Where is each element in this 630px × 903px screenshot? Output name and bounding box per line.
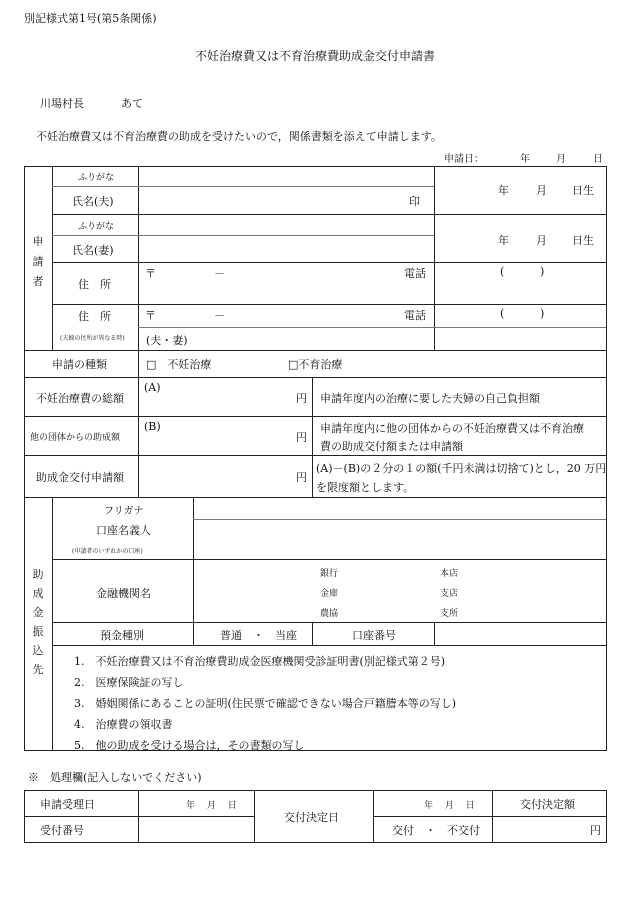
type-nokyo: 農協: [320, 609, 339, 619]
received-date-ymd: 年 月 日: [186, 801, 237, 811]
couple-indicator: (夫・妻): [146, 334, 188, 347]
branch-shiten: 支店: [440, 589, 459, 599]
account-type-label: 預金種別: [100, 629, 144, 642]
postal-dash-2: －: [214, 309, 225, 322]
other-aid-yen: 円: [296, 431, 307, 444]
branch-main: 本店: [440, 569, 459, 579]
document-item: 2. 医療保険証の写し: [74, 676, 184, 689]
total-cost-label: 不妊治療費の総額: [36, 392, 124, 405]
wife-birth-year: 年: [498, 234, 509, 247]
husband-birth-year: 年: [498, 184, 509, 197]
other-aid-desc-2: 費の助成交付額または申請額: [320, 440, 463, 453]
documents-list: [74, 651, 456, 756]
branch-shisho: 支所: [440, 609, 459, 619]
account-holder-label: 口座名義人: [96, 524, 151, 537]
page-title: 不妊治療費又は不育治療費助成金交付申請書: [194, 49, 435, 63]
type-bank: 銀行: [320, 569, 339, 579]
wife-birth-month: 月: [536, 234, 547, 247]
account-number-label: 口座番号: [352, 629, 396, 642]
received-date-label: 申請受理日: [40, 798, 95, 811]
other-aid-desc-1: 申請年度内に他の団体からの不妊治療費又は不育治療: [320, 422, 584, 435]
document-item: 3. 婚姻関係にあることの証明(住民票で確認できない場合戸籍謄本等の写し): [74, 697, 457, 710]
request-amount-desc-2: を限度額とします。: [316, 481, 415, 494]
processing-title: ※ 処理欄(記入しないでください): [28, 771, 202, 784]
wife-furigana-label: ふりがな: [78, 222, 115, 232]
other-aid-mark: (B): [144, 420, 161, 433]
other-aid-label: 他の団体からの助成額: [30, 433, 121, 443]
phone-paren-open: (: [500, 265, 505, 278]
miscarriage-checkbox[interactable]: □不育治療: [288, 358, 343, 371]
institution-label: 金融機関名: [96, 587, 151, 600]
decision-amount-yen: 円: [590, 824, 601, 837]
request-amount-label: 助成金交付申請額: [36, 471, 124, 484]
date-label: 申請日：: [444, 154, 484, 165]
decision-date-ymd: 年 月 日: [424, 801, 475, 811]
phone-paren-close: ): [540, 265, 545, 278]
husband-name-label: 氏名(夫): [72, 195, 114, 208]
date-day: 日: [593, 154, 603, 165]
decision-date-label: 交付決定日: [284, 811, 339, 824]
bank-section-label: 助 成 金 振 込 先: [32, 568, 44, 676]
phone-label-2: 電話: [404, 309, 426, 322]
decision-amount-label: 交付決定額: [520, 798, 575, 811]
date-year: 年: [520, 154, 530, 165]
postal-mark: 〒: [145, 267, 156, 280]
total-cost-desc: 申請年度内の治療に要した夫婦の自己負担額: [320, 392, 540, 405]
separate-address-note: (夫婦の住所が異なる時): [60, 335, 125, 342]
request-amount-yen: 円: [296, 471, 307, 484]
phone-paren-close-2: ): [540, 307, 545, 320]
husband-birth-month: 月: [536, 184, 547, 197]
request-amount-desc-1: (A)－(B)の２分の１の額(千円未満は切捨て)とし，20 万円: [316, 462, 607, 475]
grant-options: 交付 ・ 不交付: [392, 824, 480, 837]
husband-birth-day: 日生: [572, 184, 594, 197]
kana-label: フリガナ: [104, 506, 144, 517]
phone-label: 電話: [404, 267, 426, 280]
postal-dash: －: [214, 267, 225, 280]
form-reference: 別記様式第1号(第5条関係): [24, 12, 157, 25]
addressee-name: 川場村長: [40, 97, 84, 110]
receipt-number-label: 受付番号: [40, 824, 84, 837]
applicant-section-label: 申 請 者: [32, 235, 44, 288]
total-cost-yen: 円: [296, 392, 307, 405]
account-holder-note: (申請者のいずれかの口座): [72, 548, 143, 555]
address-label: 住 所: [78, 278, 111, 291]
request-type-label: 申請の種類: [52, 358, 107, 371]
seal-mark: 印: [409, 195, 420, 208]
type-kinko: 金庫: [320, 589, 339, 599]
address-label-2: 住 所: [78, 310, 111, 323]
wife-name-label: 氏名(妻): [72, 244, 114, 257]
document-item: 5. 他の助成を受ける場合は，その書類の写し: [74, 739, 305, 752]
postal-mark-2: 〒: [145, 309, 156, 322]
document-item: 4. 治療費の領収書: [74, 718, 173, 731]
infertility-checkbox[interactable]: □ 不妊治療: [146, 358, 212, 371]
date-month: 月: [556, 154, 566, 165]
addressee-suffix: あて: [121, 97, 143, 110]
total-cost-mark: (A): [144, 381, 161, 394]
wife-birth-day: 日生: [572, 234, 594, 247]
phone-paren-open-2: (: [500, 307, 505, 320]
husband-furigana-label: ふりがな: [78, 173, 115, 183]
intro-text: 不妊治療費又は不育治療費の助成を受けたいので，関係書類を添えて申請します。: [36, 130, 442, 143]
document-item: 1. 不妊治療費又は不育治療費助成金医療機関受診証明書(別記様式第２号): [74, 655, 446, 668]
account-type-options[interactable]: 普通 ・ 当座: [220, 629, 297, 642]
